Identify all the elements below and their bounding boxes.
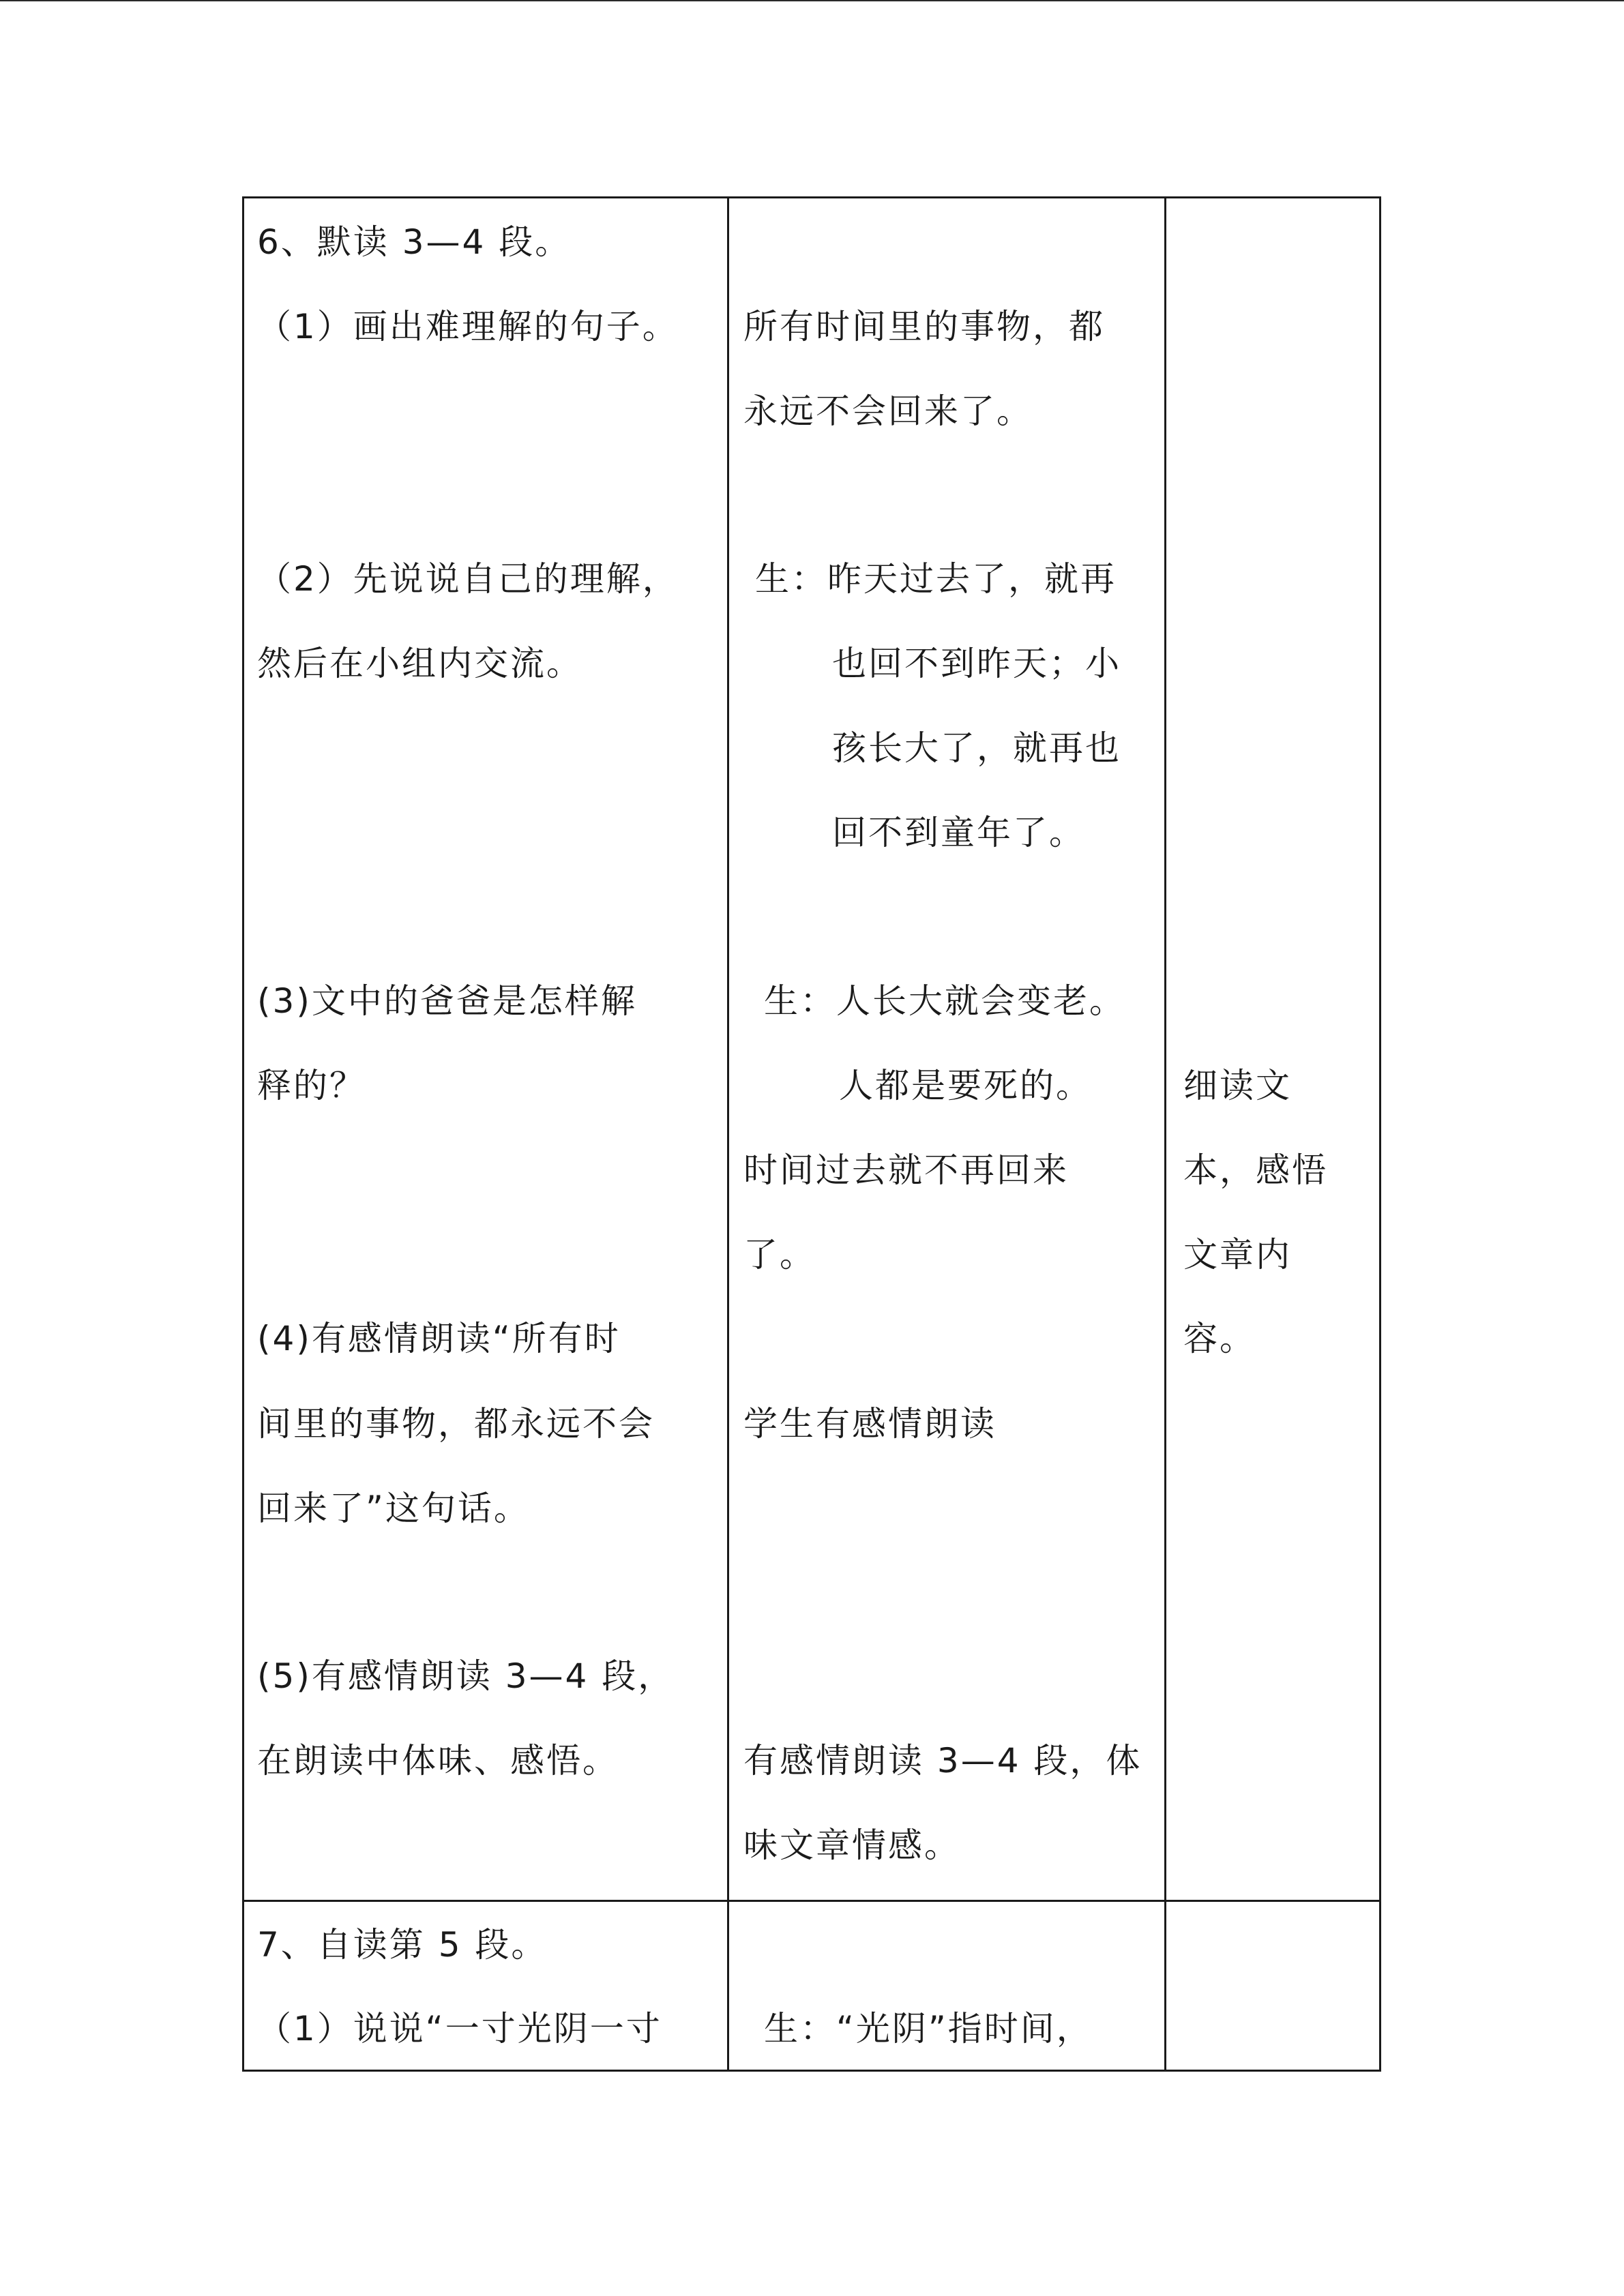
answer-5-line-1: 有感情朗读 3—4 段，体: [743, 1741, 1142, 1780]
answer-3-line-4: 了。: [743, 1235, 816, 1274]
step-6-question-2-line-1: （2）先说说自己的理解，: [257, 559, 679, 599]
step-7-answer-1: 生：“光阴”指时间，: [764, 2009, 1093, 2048]
answer-3-line-2: 人都是要死的。: [839, 1066, 1092, 1105]
step-6-question-4-line-3: 回来了”这句话。: [257, 1489, 530, 1528]
table-right-border: [1379, 196, 1381, 2072]
lesson-plan-table: [242, 196, 1381, 2072]
answer-2-line-3: 孩长大了，就再也: [832, 728, 1121, 768]
step-6-heading: 6、默读 3—4 段。: [257, 222, 572, 262]
step-7-heading: 7、自读第 5 段。: [257, 1925, 548, 1965]
answer-1-line-2: 永远不会回来了。: [743, 391, 1033, 431]
step-6-question-3-line-2: 释的？: [257, 1066, 366, 1105]
step-6-question-2-line-2: 然后在小组内交流。: [257, 644, 582, 683]
answer-2-line-2: 也回不到昨天；小: [832, 644, 1121, 683]
answer-4: 学生有感情朗读: [743, 1404, 996, 1444]
step-6-question-4-line-1: (4)有感情朗读“所有时: [257, 1319, 621, 1358]
table-column-divider-1: [727, 196, 729, 2072]
step-6-question-5-line-1: (5)有感情朗读 3—4 段，: [257, 1656, 675, 1696]
design-intent-line-1: 细读文: [1183, 1066, 1292, 1105]
answer-5-line-2: 味文章情感。: [743, 1825, 960, 1865]
answer-2-line-1: 生：昨天过去了，就再: [755, 559, 1117, 599]
step-6-question-5-line-2: 在朗读中体味、感悟。: [257, 1741, 619, 1780]
step-6-question-3-line-1: (3)文中的爸爸是怎样解: [257, 981, 637, 1021]
step-6-question-4-line-2: 间里的事物，都永远不会: [257, 1404, 655, 1444]
step-6-question-1: （1）画出难理解的句子。: [257, 307, 679, 346]
table-row-divider: [242, 1900, 1381, 1902]
table-bottom-border: [242, 2070, 1381, 2072]
step-7-question-1: （1）说说“一寸光阴一寸: [257, 2009, 662, 2048]
table-top-border: [242, 196, 1381, 198]
design-intent-line-4: 容。: [1183, 1319, 1256, 1358]
table-column-divider-2: [1164, 196, 1166, 2072]
answer-3-line-1: 生：人长大就会变老。: [764, 981, 1125, 1021]
page-top-rule: [0, 0, 1624, 1]
answer-3-line-3: 时间过去就不再回来: [743, 1150, 1069, 1190]
design-intent-line-3: 文章内: [1183, 1235, 1292, 1274]
answer-2-line-4: 回不到童年了。: [832, 813, 1085, 852]
answer-1-line-1: 所有时间里的事物，都: [743, 307, 1105, 346]
table-left-border: [242, 196, 244, 2072]
design-intent-line-2: 本，感悟: [1183, 1150, 1328, 1190]
